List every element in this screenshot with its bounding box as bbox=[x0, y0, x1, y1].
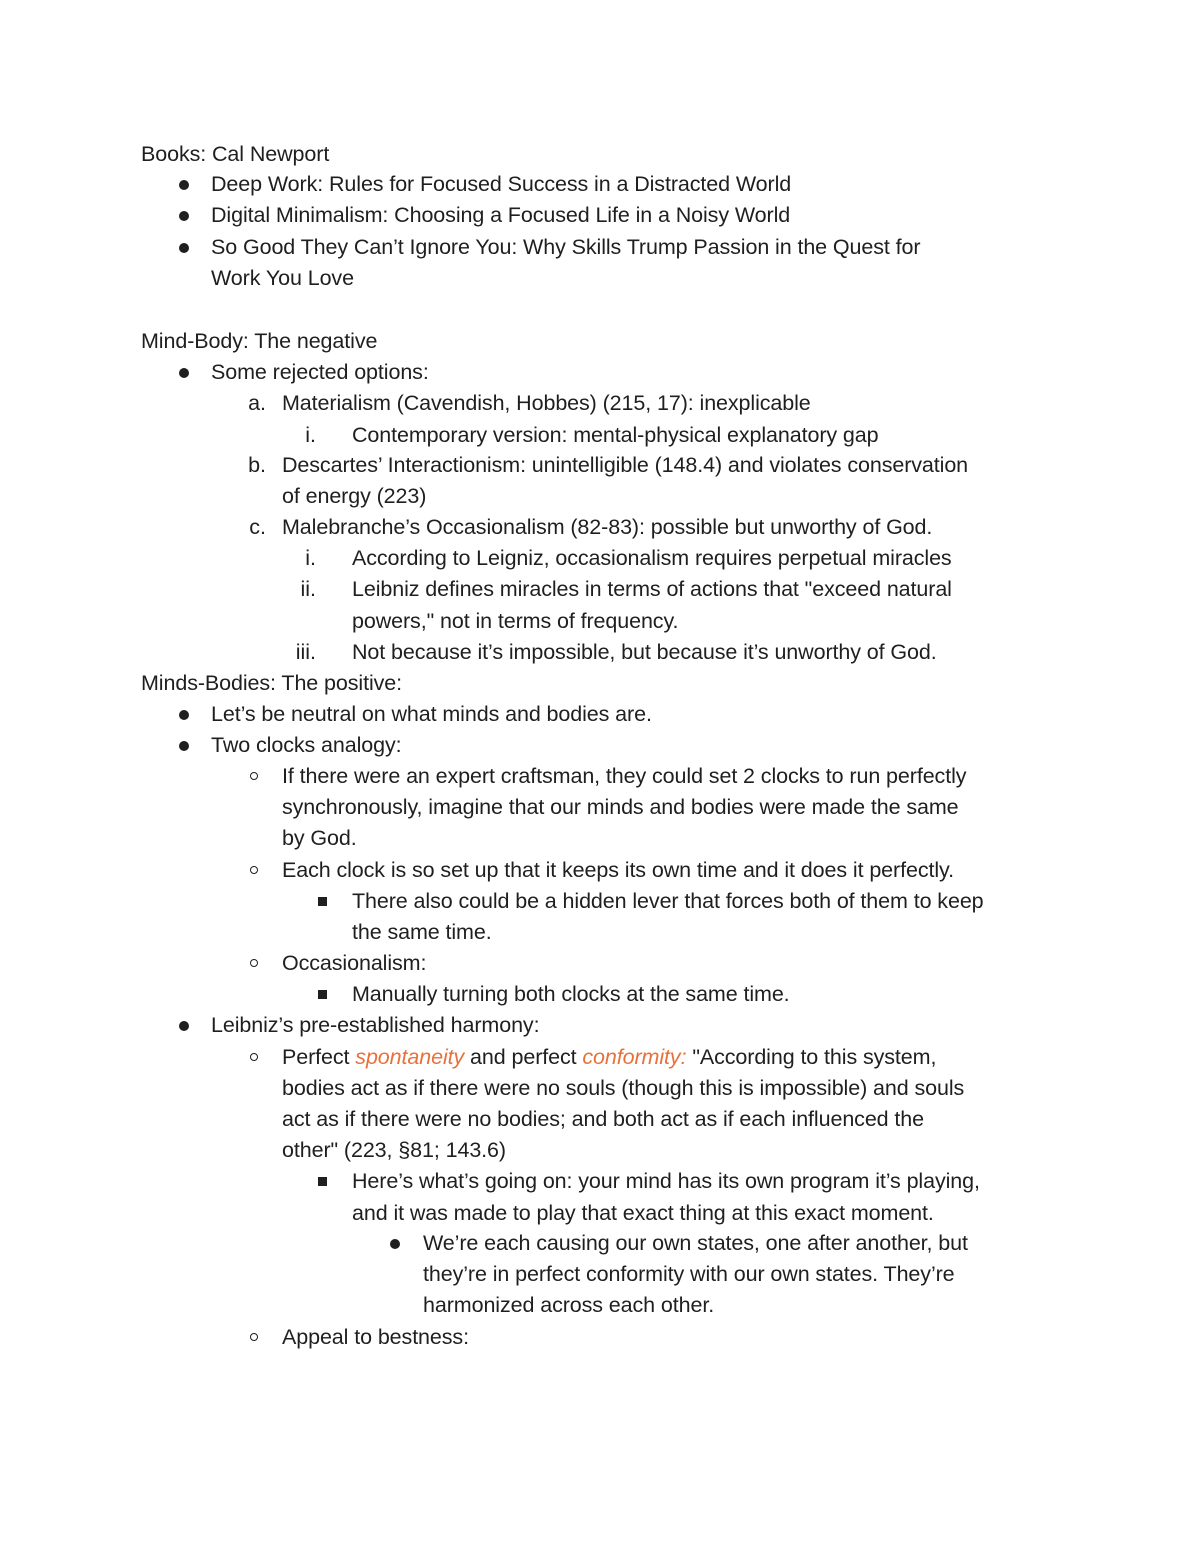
square-bullet-icon bbox=[318, 990, 327, 999]
harmony-quote-continued: act as if there were no bodies; and both act as if each influenced the bbox=[282, 1107, 925, 1131]
bullet-icon bbox=[179, 211, 189, 221]
list-marker: iii. bbox=[295, 640, 316, 664]
program-item: Here’s what’s going on: your mind has its own program it’s playing, bbox=[352, 1169, 980, 1193]
list-item-contemporary: Contemporary version: mental-physical explanatory gap bbox=[352, 423, 879, 447]
list-item-defines: Leibniz defines miracles in terms of actions that "exceed natural bbox=[352, 577, 952, 601]
list-item-occasionalism: Malebranche’s Occasionalism (82-83): possible but unworthy of God. bbox=[282, 515, 933, 539]
bestness-item: Appeal to bestness: bbox=[282, 1325, 469, 1349]
harmony-label: Leibniz’s pre-established harmony: bbox=[211, 1013, 540, 1037]
list-marker: c. bbox=[249, 515, 266, 539]
bullet-icon bbox=[179, 180, 189, 190]
occasionalism-label: Occasionalism: bbox=[282, 951, 427, 975]
list-item-materialism: Materialism (Cavendish, Hobbes) (215, 17): inexplicable bbox=[282, 391, 811, 415]
list-marker: i. bbox=[305, 423, 316, 447]
list-item-interactionism: Descartes’ Interactionism: unintelligible (148.4) and violates conservation bbox=[282, 453, 969, 477]
conformity-term: conformity: bbox=[582, 1045, 687, 1069]
books-heading: Books: Cal Newport bbox=[141, 142, 330, 166]
list-marker: ii. bbox=[300, 577, 316, 601]
bullet-icon bbox=[179, 243, 189, 253]
clocks-item-continued: by God. bbox=[282, 826, 357, 850]
two-clocks-label: Two clocks analogy: bbox=[211, 733, 402, 757]
each-clock-item: Each clock is so set up that it keeps its own time and it does it perfectly. bbox=[282, 858, 954, 882]
harmony-quote-continued: other" (223, §81; 143.6) bbox=[282, 1138, 506, 1162]
book-item: So Good They Can’t Ignore You: Why Skills Trump Passion in the Quest for bbox=[211, 235, 921, 259]
perfect-prefix: Perfect bbox=[282, 1045, 356, 1069]
list-item-unworthy: Not because it’s impossible, but because it’s unworthy of God. bbox=[352, 640, 937, 664]
rejected-options-label: Some rejected options: bbox=[211, 360, 429, 384]
bullet-icon bbox=[179, 368, 189, 378]
square-bullet-icon bbox=[318, 897, 327, 906]
square-bullet-icon bbox=[318, 1177, 327, 1186]
bullet-icon bbox=[179, 710, 189, 720]
harmony-quote-continued: bodies act as if there were no souls (though this is impossible) and souls bbox=[282, 1076, 965, 1100]
manual-turning-item: Manually turning both clocks at the same time. bbox=[352, 982, 790, 1006]
circle-bullet-icon bbox=[250, 1053, 258, 1061]
negative-heading: Mind-Body: The negative bbox=[141, 329, 378, 353]
perfect-spontaneity-item bbox=[282, 1042, 936, 1073]
book-item-continued: Work You Love bbox=[211, 266, 354, 290]
bullet-icon bbox=[179, 1021, 189, 1031]
list-item-miracles: According to Leigniz, occasionalism requires perpetual miracles bbox=[352, 546, 952, 570]
circle-bullet-icon bbox=[250, 866, 258, 874]
clocks-item: If there were an expert craftsman, they could set 2 clocks to run perfectly bbox=[282, 764, 967, 788]
causing-states-item: We’re each causing our own states, one after another, but bbox=[423, 1231, 968, 1255]
clocks-item-continued: synchronously, imagine that our minds and bodies were made the same bbox=[282, 795, 959, 819]
program-item-continued: and it was made to play that exact thing at this exact moment. bbox=[352, 1201, 934, 1225]
circle-bullet-icon bbox=[250, 772, 258, 780]
spontaneity-term: spontaneity bbox=[355, 1045, 465, 1069]
list-marker: b. bbox=[248, 453, 266, 477]
causing-states-item-continued: they’re in perfect conformity with our own states. They’re bbox=[423, 1262, 955, 1286]
list-item-interactionism-continued: of energy (223) bbox=[282, 484, 427, 508]
positive-heading: Minds-Bodies: The positive: bbox=[141, 671, 403, 695]
list-marker: a. bbox=[248, 391, 266, 415]
neutral-item: Let’s be neutral on what minds and bodies are. bbox=[211, 702, 652, 726]
book-item: Digital Minimalism: Choosing a Focused Life in a Noisy World bbox=[211, 203, 791, 227]
circle-bullet-icon bbox=[250, 1333, 258, 1341]
hidden-lever-item: There also could be a hidden lever that forces both of them to keep bbox=[352, 889, 984, 913]
bullet-icon bbox=[390, 1239, 400, 1249]
list-marker: i. bbox=[305, 546, 316, 570]
book-item: Deep Work: Rules for Focused Success in a Distracted World bbox=[211, 172, 792, 196]
circle-bullet-icon bbox=[250, 959, 258, 967]
causing-states-item-continued: harmonized across each other. bbox=[423, 1293, 715, 1317]
bullet-icon bbox=[179, 741, 189, 751]
quote-start: "According to this system, bbox=[686, 1045, 937, 1069]
and-perfect-text: and perfect bbox=[464, 1045, 583, 1069]
list-item-defines-continued: powers," not in terms of frequency. bbox=[352, 609, 679, 633]
hidden-lever-item-continued: the same time. bbox=[352, 920, 492, 944]
